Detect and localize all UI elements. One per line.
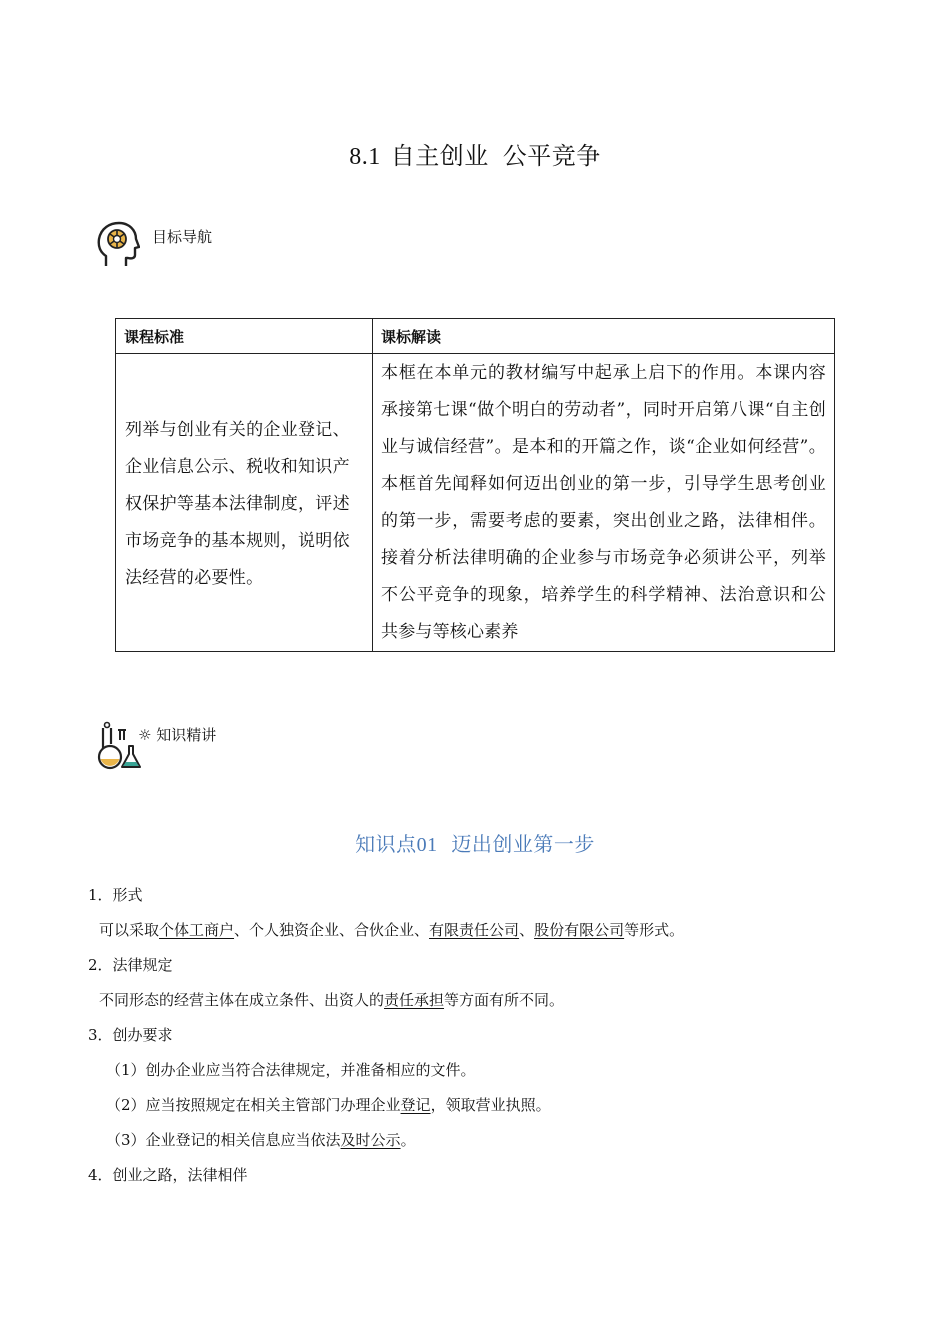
underline-llc: 有限责任公司 <box>429 921 520 939</box>
requirement-item-2: （2）应当按照规定在相关主管部门办理企业登记，领取营业执照。 <box>106 1096 551 1114</box>
requirement-item-3: （3）企业登记的相关信息应当依法及时公示。 <box>106 1131 416 1149</box>
sun-icon: ☼ <box>138 726 152 744</box>
knowledge-point-number: 知识点01 <box>355 834 438 856</box>
heading-requirements: 3．创办要求 <box>88 1026 173 1044</box>
paragraph-legal-provisions: 不同形态的经营主体在成立条件、出资人的责任承担等方面有所不同。 <box>99 991 565 1009</box>
requirement-item-1: （1）创办企业应当符合法律规定，并准备相应的文件。 <box>106 1061 476 1079</box>
title-number: 8.1 <box>349 144 381 170</box>
underline-public-disclosure: 及时公示 <box>340 1131 401 1149</box>
heading-legal-provisions: 2．法律规定 <box>88 956 173 974</box>
paragraph-form: 可以采取个体工商户、个人独资企业、合伙企业、有限责任公司、股份有限公司等形式。 <box>99 921 685 939</box>
standard-interpretation-text: 本框在本单元的教材编写中起承上启下的作用。本课内容承接第七课“做个明白的劳动者”，同时开启第八课“自主创业与诚信经营”。是本和的开篇之作，谈“企业如何经营”。本框首先闻释如何迈出创业的第一步，引导学生思考创业的第一步，需要考虑的要素，突出创业之路，法律相伴。接着分析法律明确的企业参与市场竞争必须讲公平，列举不公平竞争的现象，培养学生的科学精神、法治意识和公共参与等核心素养 <box>381 363 826 642</box>
curriculum-table <box>115 318 835 652</box>
header-curriculum-standard: 课程标准 <box>116 319 373 354</box>
underline-registration: 登记 <box>400 1096 431 1114</box>
curriculum-standard-text: 列举与创业有关的企业登记、企业信息公示、税收和知识产权保护等基本法律制度，评述市场竞争的基本规则，说明依法经营的必要性。 <box>125 420 350 588</box>
heading-law-accompanies: 4．创业之路，法律相伴 <box>88 1166 248 1184</box>
knowledge-lecture-text: 知识精讲 <box>156 726 217 744</box>
title-part-a: 自主创业 <box>390 142 489 170</box>
head-gear-icon <box>96 220 140 270</box>
knowledge-point-title <box>0 828 950 857</box>
underline-sole-proprietor: 个体工商户 <box>159 921 235 939</box>
knowledge-lecture-label <box>138 724 216 745</box>
underline-liability: 责任承担 <box>384 991 445 1009</box>
goal-navigation-label: 目标导航 <box>152 228 213 246</box>
page-title <box>0 136 950 171</box>
header-standard-interpretation: 课标解读 <box>373 319 835 354</box>
heading-form: 1．形式 <box>88 886 143 904</box>
title-part-b: 公平竞争 <box>502 142 601 170</box>
knowledge-point-name: 迈出创业第一步 <box>451 832 595 856</box>
underline-joint-stock: 股份有限公司 <box>534 921 625 939</box>
